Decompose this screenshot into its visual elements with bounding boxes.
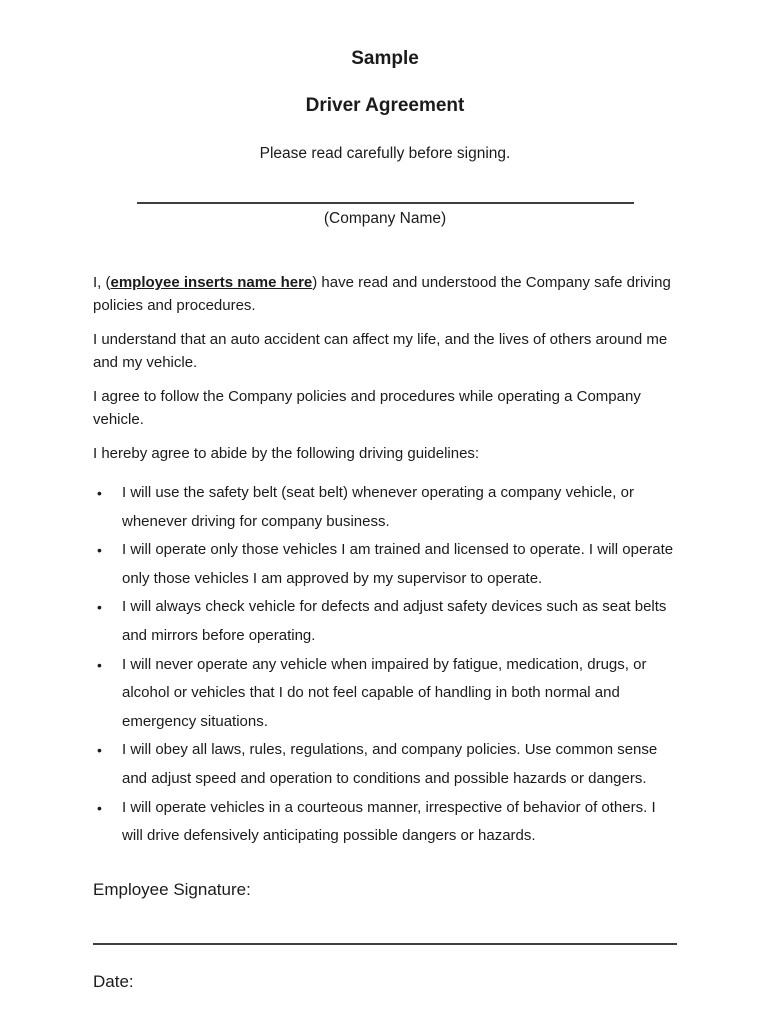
bullet-icon: • xyxy=(97,542,102,559)
company-name-label: (Company Name) xyxy=(323,210,447,227)
guideline-text: I will always check vehicle for defects and adjust safety devices such as seat belts and mirrors before operating. xyxy=(122,598,667,644)
intro-prefix: I, ( xyxy=(93,274,111,291)
guideline-item-trained-licensed xyxy=(93,536,677,593)
guideline-text: I will use the safety belt (seat belt) whenever operating a company vehicle, or whenever driving for company business. xyxy=(122,484,634,530)
document-title-sample: Sample xyxy=(351,48,419,69)
guideline-item-check-defects xyxy=(93,593,677,650)
intro-suffix: ) have read and understood the Company safe driving policies and procedures. xyxy=(93,274,671,314)
document-title-driver-agreement: Driver Agreement xyxy=(305,95,465,116)
guideline-item-obey-laws xyxy=(93,736,677,793)
document-body xyxy=(93,271,677,1024)
bullet-icon: • xyxy=(97,799,102,816)
guideline-text: I will operate only those vehicles I am trained and licensed to operate. I will operate only those vehicles I am approved by my supervisor to operate. xyxy=(122,541,674,587)
bullet-icon: • xyxy=(97,742,102,759)
paragraph-guidelines-lead: I hereby agree to abide by the following driving guidelines: xyxy=(93,445,480,462)
employee-name-placeholder[interactable]: employee inserts name here xyxy=(110,274,313,291)
bullet-icon: • xyxy=(97,656,102,673)
guideline-item-safety-belt xyxy=(93,479,677,536)
date-label: Date: xyxy=(93,971,134,991)
guideline-text: I will operate vehicles in a courteous manner, irrespective of behavior of others. I will drive defensively anticipating possible dangers or hazards. xyxy=(122,798,656,845)
document-header xyxy=(93,48,677,229)
guideline-text: I will obey all laws, rules, regulations, and company policies. Use common sense and adjust speed and operation to conditions and possible hazards or dangers. xyxy=(122,741,658,787)
bullet-icon: • xyxy=(97,485,102,501)
read-carefully-note: Please read carefully before signing. xyxy=(259,145,511,162)
company-name-fill-line[interactable] xyxy=(137,202,634,204)
guideline-item-courteous-manner xyxy=(93,794,677,851)
guideline-text: I will never operate any vehicle when impaired by fatigue, medication, drugs, or alcohol or vehicles that I do not feel capable of handling in both normal and emergency situations. xyxy=(122,655,647,730)
paragraph-follow-policies: I agree to follow the Company policies and procedures while operating a Company vehicle. xyxy=(93,388,641,428)
bullet-icon: • xyxy=(97,599,102,616)
employee-signature-label: Employee Signature: xyxy=(93,879,251,899)
driving-guidelines-list xyxy=(93,479,677,851)
paragraph-accident-impact: I understand that an auto accident can affect my life, and the lives of others around me and my vehicle. xyxy=(93,331,668,371)
employee-signature-line[interactable] xyxy=(93,943,677,945)
intro-paragraph xyxy=(93,271,677,317)
guideline-item-never-impaired xyxy=(93,651,677,737)
